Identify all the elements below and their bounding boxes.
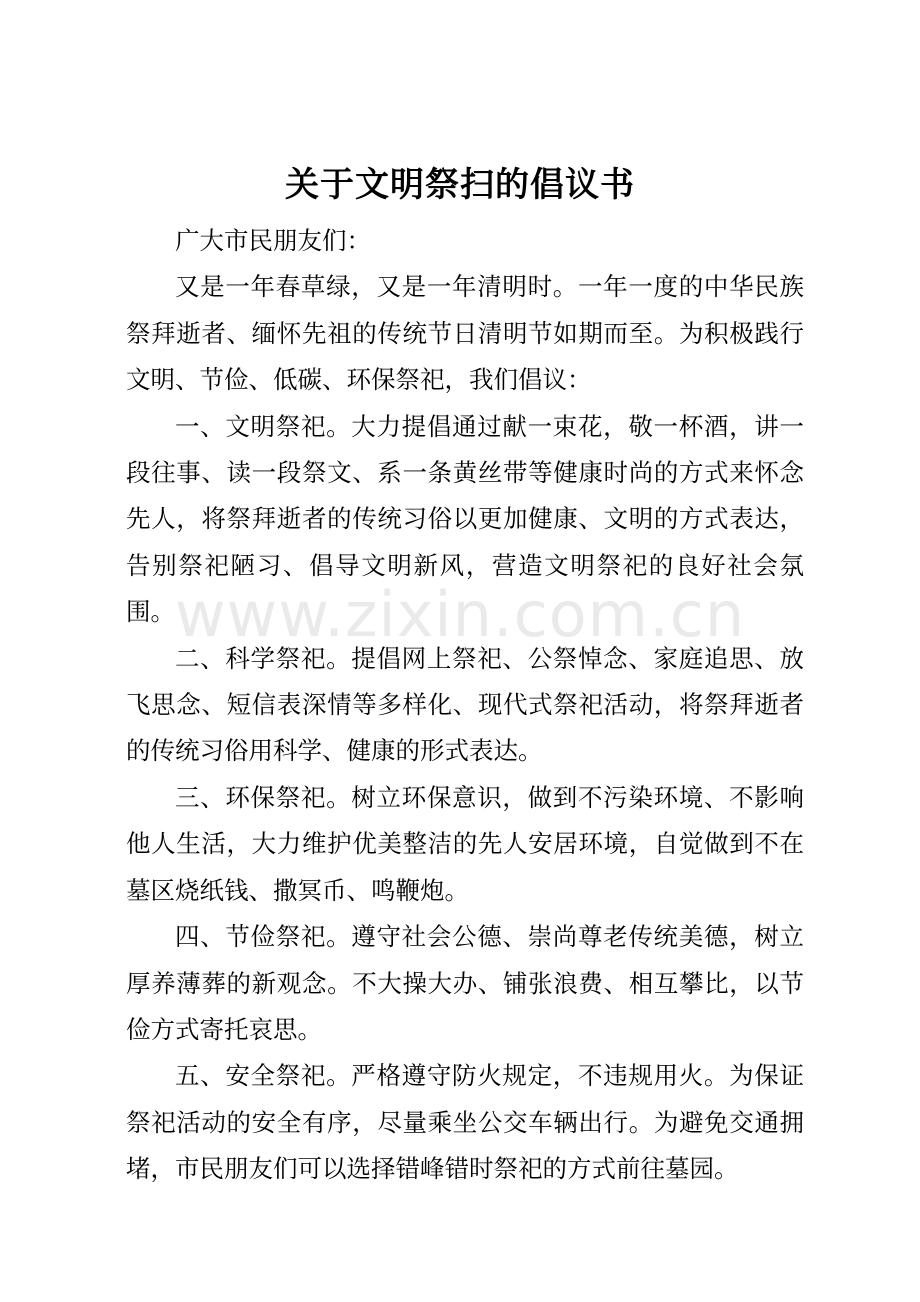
proposal-civilized-paragraph: 一、文明祭祀。大力提倡通过献一束花，敬一杯酒，讲一段往事、读一段祭文、系一条黄丝带等健康时尚的方式来怀念先人，将祭拜逝者的传统习俗以更加健康、文明的方式表达，告别祭祀陋习、倡导文明新风，营造文明祭祀的良好社会氛围。 — [126, 411, 804, 627]
greeting-paragraph: 广大市民朋友们： — [175, 226, 371, 255]
proposal-eco-paragraph: 三、环保祭祀。树立环保意识，做到不污染环境、不影响他人生活，大力维护优美整洁的先人安居环境，自觉做到不在墓区烧纸钱、撒冥币、鸣鞭炮。 — [126, 782, 804, 905]
proposal-safety-paragraph: 五、安全祭祀。严格遵守防火规定，不违规用火。为保证祭祀活动的安全有序，尽量乘坐公交车辆出行。为避免交通拥堵，市民朋友们可以选择错峰错时祭祀的方式前往墓园。 — [126, 1061, 804, 1184]
site-watermark: www.zixin.com.cn — [174, 578, 746, 651]
proposal-frugal-paragraph: 四、节俭祭祀。遵守社会公德、崇尚尊老传统美德，树立厚养薄葬的新观念。不大操大办、铺张浪费、相互攀比，以节俭方式寄托哀思。 — [126, 922, 804, 1044]
intro-paragraph: 又是一年春草绿，又是一年清明时。一年一度的中华民族祭拜逝者、缅怀先祖的传统节日清明节如期而至。为积极践行文明、节俭、低碳、环保祭祀，我们倡议： — [126, 272, 804, 395]
proposal-scientific-paragraph: 二、科学祭祀。提倡网上祭祀、公祭悼念、家庭追思、放飞思念、短信表深情等多样化、现代式祭祀活动，将祭拜逝者的传统习俗用科学、健康的形式表达。 — [126, 643, 804, 766]
document-body — [126, 218, 804, 1193]
document-title: 关于文明祭扫的倡议书 — [285, 165, 635, 205]
